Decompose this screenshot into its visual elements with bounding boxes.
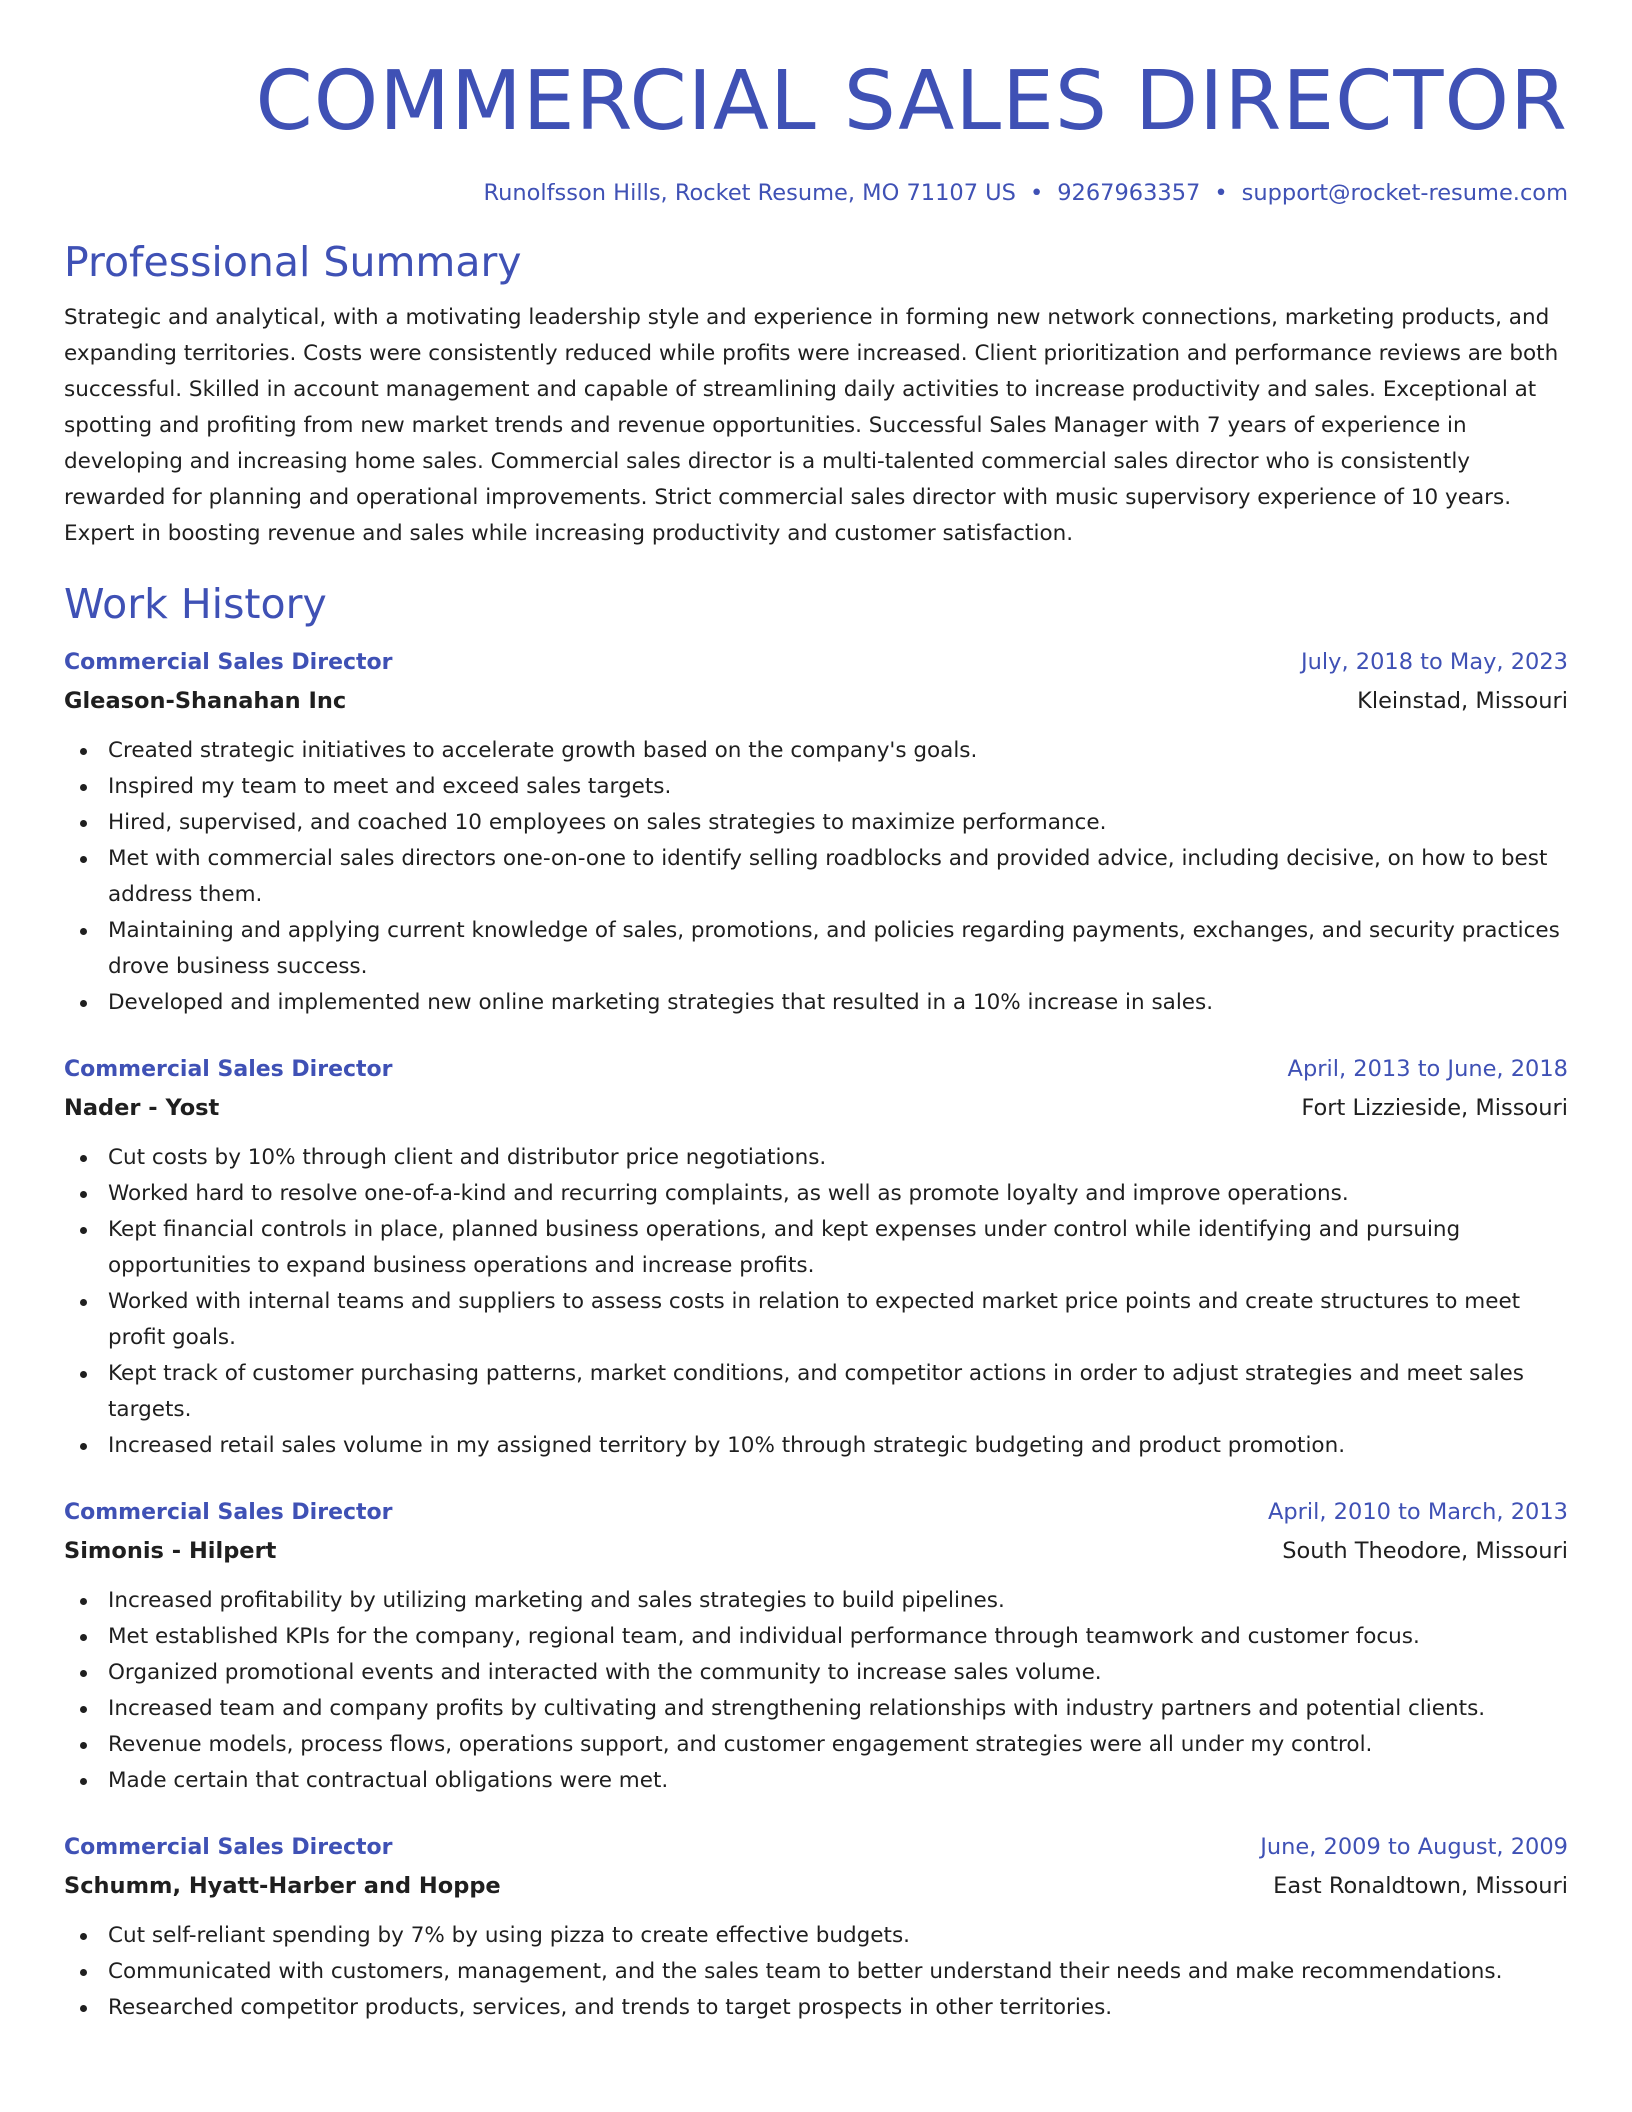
job-title-row: [64, 644, 1568, 681]
job-bullet-list: [64, 1140, 1568, 1464]
job-bullet: Worked hard to resolve one-of-a-kind and recurring complaints, as well as promote loyalty and improve operations.: [108, 1176, 1568, 1212]
job-bullet: Made certain that contractual obligations were met.: [108, 1763, 1568, 1799]
job-location: South Theodore, Missouri: [1282, 1538, 1568, 1564]
job-company-row: [64, 1866, 1568, 1906]
job-bullet: Organized promotional events and interacted with the community to increase sales volume.: [108, 1655, 1568, 1691]
job-company: Simonis - Hilpert: [64, 1538, 277, 1564]
work-history-heading: Work History: [64, 580, 327, 628]
resume-title: COMMERCIAL SALES DIRECTOR: [255, 54, 1568, 149]
job-entry: [64, 1051, 1568, 1464]
job-company: Nader - Yost: [64, 1095, 220, 1121]
job-bullet: Cut self-reliant spending by 7% by using pizza to create effective budgets.: [108, 1918, 1568, 1954]
job-bullet-list: [64, 1918, 1568, 2026]
contact-address: Runolfsson Hills, Rocket Resume, MO 71107 US: [483, 180, 1016, 206]
job-bullet: Kept financial controls in place, planned business operations, and kept expenses under control while identifying and pursuing opportunities to expand business operations and increase profits.: [108, 1212, 1568, 1284]
job-bullet-list: [64, 1583, 1568, 1799]
job-bullet: Met established KPIs for the company, regional team, and individual performance through teamwork and customer focus.: [108, 1619, 1568, 1655]
summary-heading: Professional Summary: [64, 238, 522, 286]
job-company-row: [64, 1088, 1568, 1128]
job-title: Commercial Sales Director: [64, 1835, 393, 1860]
summary-text: Strategic and analytical, with a motivating leadership style and experience in forming new network connections, marketing products, and expanding territories. Costs were consistently reduced while profits were increased. Client prioritization and performance reviews are both successful. Skilled in account management and capable of streamlining daily activities to increase productivity and sales. Exceptional at spotting and profiting from new market trends and revenue opportunities. Successful Sales Manager with 7 years of experience in developing and increasing home sales. Commercial sales director is a multi-talented commercial sales director who is consistently rewarded for planning and operational improvements. Strict commercial sales director with music supervisory experience of 10 years. Expert in boosting revenue and sales while increasing productivity and customer satisfaction.: [64, 305, 1559, 546]
job-location: Fort Lizzieside, Missouri: [1301, 1095, 1568, 1121]
job-bullet: Researched competitor products, services, and trends to target prospects in other territories.: [108, 1990, 1568, 2026]
job-dates: July, 2018 to May, 2023: [1300, 649, 1568, 675]
job-title: Commercial Sales Director: [64, 1500, 393, 1525]
job-bullet: Inspired my team to meet and exceed sales targets.: [108, 769, 1568, 805]
job-company: Schumm, Hyatt-Harber and Hoppe: [64, 1873, 501, 1899]
contact-phone[interactable]: 9267963357: [1057, 180, 1201, 206]
job-bullet: Met with commercial sales directors one-on-one to identify selling roadblocks and provided advice, including decisive, on how to best address them.: [108, 841, 1568, 913]
job-bullet: Communicated with customers, management, and the sales team to better understand their needs and make recommendations.: [108, 1954, 1568, 1990]
job-bullet-list: [64, 733, 1568, 1021]
job-location: Kleinstad, Missouri: [1357, 688, 1568, 714]
job-entry: [64, 644, 1568, 1021]
job-company: Gleason-Shanahan Inc: [64, 688, 347, 714]
job-bullet: Increased team and company profits by cultivating and strengthening relationships with industry partners and potential clients.: [108, 1691, 1568, 1727]
job-bullet: Maintaining and applying current knowledge of sales, promotions, and policies regarding payments, exchanges, and security practices drove business success.: [108, 913, 1568, 985]
job-dates: April, 2010 to March, 2013: [1267, 1499, 1568, 1525]
job-bullet: Created strategic initiatives to accelerate growth based on the company's goals.: [108, 733, 1568, 769]
job-dates: April, 2013 to June, 2018: [1287, 1056, 1568, 1082]
job-bullet: Worked with internal teams and suppliers to assess costs in relation to expected market price points and create structures to meet profit goals.: [108, 1284, 1568, 1356]
contact-email[interactable]: support@rocket-resume.com: [1241, 180, 1568, 206]
job-location: East Ronaldtown, Missouri: [1273, 1873, 1568, 1899]
job-bullet: Cut costs by 10% through client and distributor price negotiations.: [108, 1140, 1568, 1176]
resume-page: [64, 0, 1568, 2026]
job-title-row: [64, 1494, 1568, 1531]
job-bullet: Increased profitability by utilizing marketing and sales strategies to build pipelines.: [108, 1583, 1568, 1619]
job-bullet: Developed and implemented new online marketing strategies that resulted in a 10% increase in sales.: [108, 985, 1568, 1021]
job-company-row: [64, 1531, 1568, 1571]
contact-separator: •: [1214, 180, 1228, 206]
job-title-row: [64, 1051, 1568, 1088]
job-title: Commercial Sales Director: [64, 650, 393, 675]
job-title: Commercial Sales Director: [64, 1057, 393, 1082]
job-bullet: Hired, supervised, and coached 10 employees on sales strategies to maximize performance.: [108, 805, 1568, 841]
job-entry: [64, 1494, 1568, 1799]
job-bullet: Revenue models, process flows, operations support, and customer engagement strategies were all under my control.: [108, 1727, 1568, 1763]
job-entry: [64, 1829, 1568, 2026]
job-bullet: Kept track of customer purchasing patterns, market conditions, and competitor actions in order to adjust strategies and meet sales targets.: [108, 1356, 1568, 1428]
job-bullet: Increased retail sales volume in my assigned territory by 10% through strategic budgeting and product promotion.: [108, 1428, 1568, 1464]
job-title-row: [64, 1829, 1568, 1866]
job-dates: June, 2009 to August, 2009: [1260, 1834, 1568, 1860]
contact-separator: •: [1029, 180, 1044, 206]
contact-line: [64, 178, 1568, 208]
work-history-list: [64, 644, 1568, 2026]
job-company-row: [64, 681, 1568, 721]
